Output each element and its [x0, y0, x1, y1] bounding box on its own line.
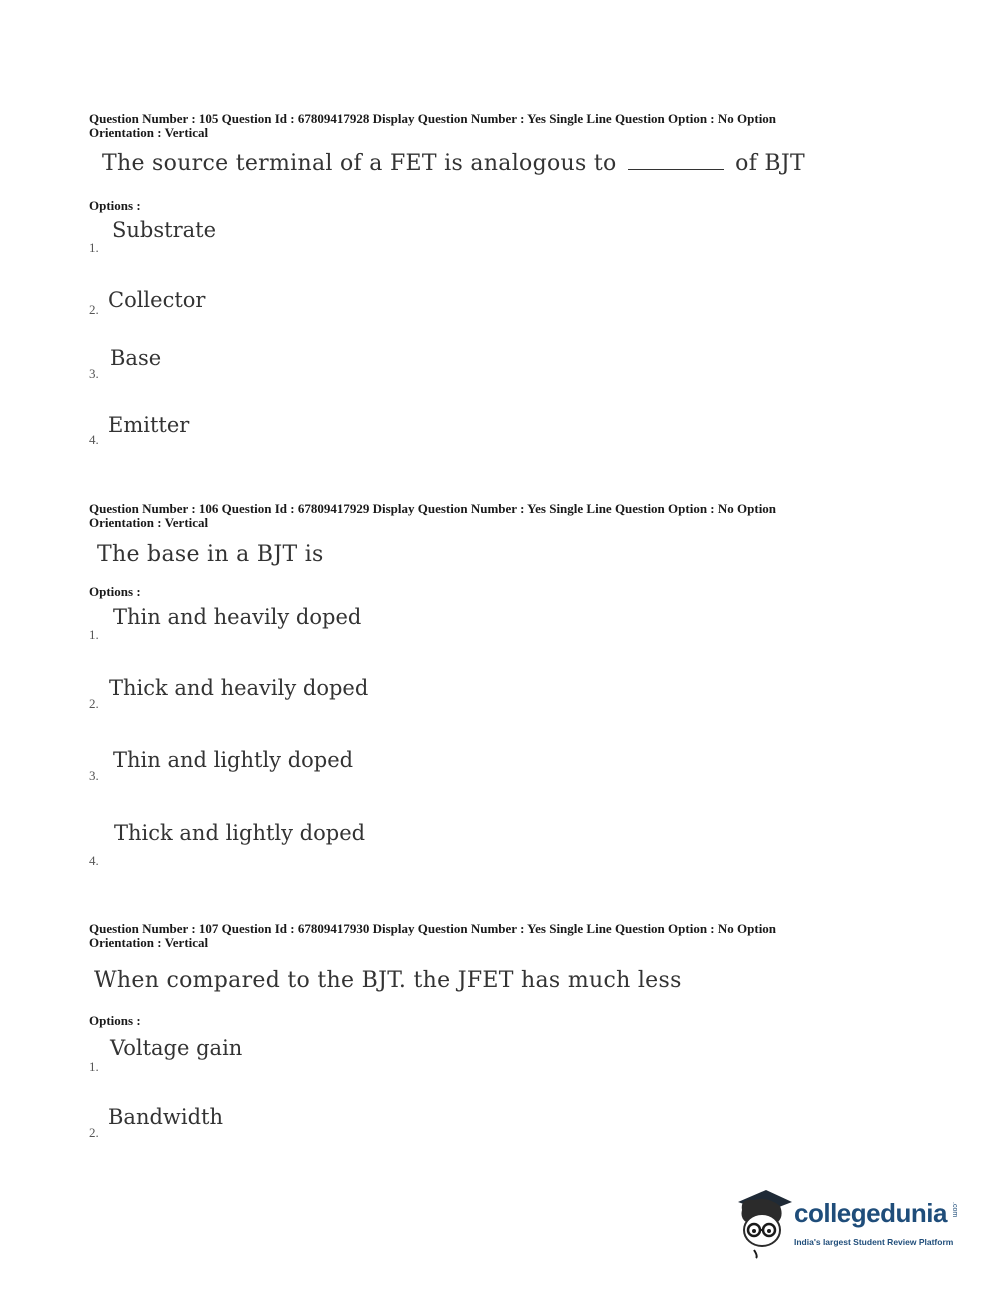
option-number: 1.: [89, 240, 99, 255]
options-label: Options :: [89, 198, 141, 213]
question-meta: [89, 502, 889, 530]
option-text: Collector: [108, 288, 206, 312]
question-meta-line: Orientation : Vertical: [89, 515, 209, 530]
option-text: Thin and lightly doped: [113, 748, 354, 772]
question-meta-line: Question Number : 105 Question Id : 67809417928 Display Question Number : Yes Single Line Question Option : No Option: [89, 111, 777, 126]
question-text-after: of BJT: [735, 151, 805, 176]
option-text: Emitter: [108, 413, 190, 437]
option-number: 4.: [89, 853, 99, 868]
options-label: Options :: [89, 584, 141, 599]
logo-wordmark: collegedunia: [794, 1198, 947, 1228]
question-meta: [89, 922, 889, 950]
option-number: 2.: [89, 302, 99, 317]
question-meta: [89, 112, 889, 140]
logo-tagline: India's largest Student Review Platform: [794, 1237, 954, 1247]
logo-suffix: .com: [951, 1202, 958, 1218]
option-text: Thick and lightly doped: [114, 821, 366, 845]
option-number: 2.: [89, 1125, 99, 1140]
collegedunia-logo: [734, 1188, 964, 1260]
options-label: Options :: [89, 1013, 141, 1028]
option-number: 2.: [89, 696, 99, 711]
option-text: Voltage gain: [110, 1036, 243, 1060]
answer-blank: [628, 151, 724, 170]
question-text: [102, 151, 805, 176]
question-meta-line: Orientation : Vertical: [89, 125, 209, 140]
option-text: Thin and heavily doped: [113, 605, 362, 629]
mascot-icon: [734, 1188, 794, 1260]
question-text: When compared to the BJT. the JFET has much less: [94, 968, 682, 993]
option-number: 3.: [89, 366, 99, 381]
option-text: Substrate: [112, 218, 216, 242]
option-number: 4.: [89, 432, 99, 447]
option-text: Bandwidth: [108, 1105, 224, 1129]
question-text-before: The source terminal of a FET is analogous to: [102, 151, 617, 176]
question-meta-line: Orientation : Vertical: [89, 935, 209, 950]
option-number: 1.: [89, 1059, 99, 1074]
question-meta-line: Question Number : 107 Question Id : 67809417930 Display Question Number : Yes Single Line Question Option : No Option: [89, 921, 777, 936]
option-text: Thick and heavily doped: [109, 676, 369, 700]
option-text: Base: [110, 346, 162, 370]
question-meta-line: Question Number : 106 Question Id : 67809417929 Display Question Number : Yes Single Line Question Option : No Option: [89, 501, 777, 516]
option-number: 3.: [89, 768, 99, 783]
option-number: 1.: [89, 627, 99, 642]
question-text: The base in a BJT is: [97, 542, 324, 567]
